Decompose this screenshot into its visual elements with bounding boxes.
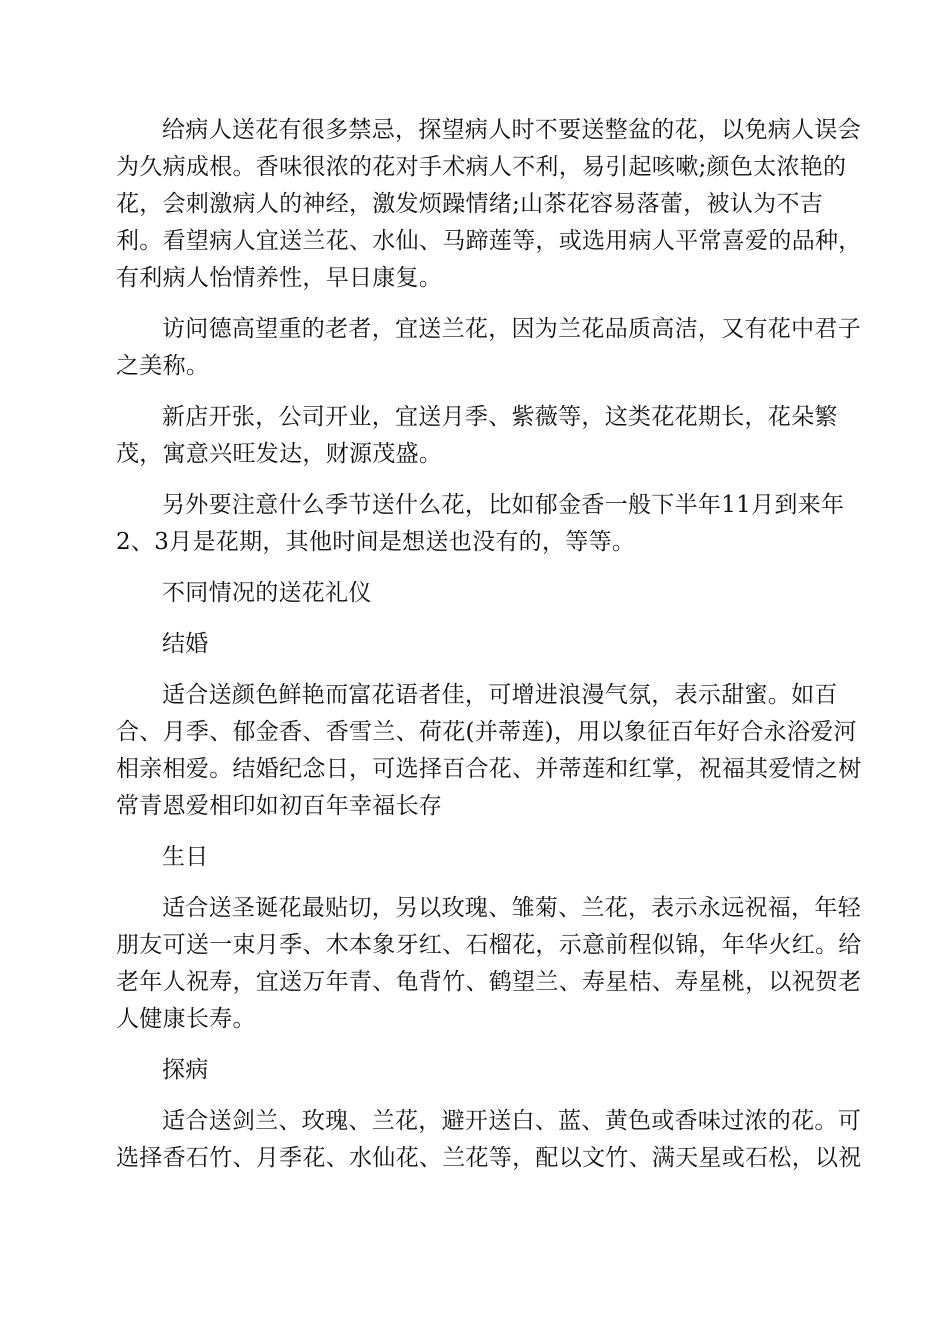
text-line: 适合送圣诞花最贴切，另以玫瑰、雏菊、兰花，表示永远祝福，年轻 — [162, 895, 861, 921]
text-line: 花，会刺激病人的神经，激发烦躁情绪;山茶花容易落蕾，被认为不吉 — [116, 191, 824, 217]
text-line: 另外要注意什么季节送什么花，比如郁金香一般下半年11月到来年 — [162, 492, 845, 518]
text-line: 之美称。 — [116, 353, 210, 379]
para-shop-opening — [116, 399, 840, 473]
document-body — [116, 112, 862, 1191]
text-line: 茂，寓意兴旺发达，财源茂盛。 — [116, 441, 443, 467]
para-visiting-patients-intro — [116, 112, 862, 297]
text-line: 给病人送花有很多禁忌，探望病人时不要送整盆的花，以免病人误会 — [162, 117, 861, 143]
text-line: 不同情况的送花礼仪 — [162, 580, 372, 606]
text-line: 生日 — [162, 844, 209, 870]
heading-etiquette — [116, 575, 840, 612]
text-line: 新店开张，公司开业，宜送月季、紫薇等，这类花花期长，花朵繁 — [162, 404, 838, 430]
para-visiting-sick — [116, 1103, 862, 1177]
text-line: 相亲相爱。结婚纪念日，可选择百合花、并蒂莲和红掌，祝福其爱情之树 — [116, 756, 862, 782]
para-birthday — [116, 890, 862, 1038]
text-line: 为久病成根。香味很浓的花对手术病人不利，易引起咳嗽;颜色太浓艳的 — [116, 154, 847, 180]
text-line: 朋友可送一束月季、木本象牙红、石榴花，示意前程似锦，年华火红。给 — [116, 932, 862, 958]
heading-wedding — [116, 626, 840, 663]
para-wedding — [116, 677, 862, 825]
text-line: 利。看望病人宜送兰花、水仙、马蹄莲等，或选用病人平常喜爱的品种， — [116, 228, 862, 254]
text-line: 2、3月是花期，其他时间是想送也没有的，等等。 — [116, 529, 636, 555]
text-line: 常青恩爱相印如初百年幸福长存 — [116, 793, 443, 819]
para-season — [116, 487, 845, 561]
text-line: 合、月季、郁金香、香雪兰、荷花(并蒂莲)，用以象征百年好合永浴爱河 — [116, 719, 857, 745]
text-line: 老年人祝寿，宜送万年青、龟背竹、鹤望兰、寿星桔、寿星桃，以祝贺老 — [116, 969, 862, 995]
para-elders — [116, 311, 861, 385]
text-line: 人健康长寿。 — [116, 1006, 256, 1032]
text-line: 有利病人怡情养性，早日康复。 — [116, 265, 443, 291]
heading-visiting-sick — [116, 1052, 840, 1089]
text-line: 选择香石竹、月季花、水仙花、兰花等，配以文竹、满天星或石松，以祝 — [116, 1145, 862, 1171]
text-line: 结婚 — [162, 631, 209, 657]
heading-birthday — [116, 839, 840, 876]
text-line: 适合送颜色鲜艳而富花语者佳，可增进浪漫气氛，表示甜蜜。如百 — [162, 682, 838, 708]
text-line: 探病 — [162, 1057, 209, 1083]
text-line: 访问德高望重的老者，宜送兰花，因为兰花品质高洁，又有花中君子 — [162, 316, 861, 342]
text-line: 适合送剑兰、玫瑰、兰花，避开送白、蓝、黄色或香味过浓的花。可 — [162, 1108, 861, 1134]
